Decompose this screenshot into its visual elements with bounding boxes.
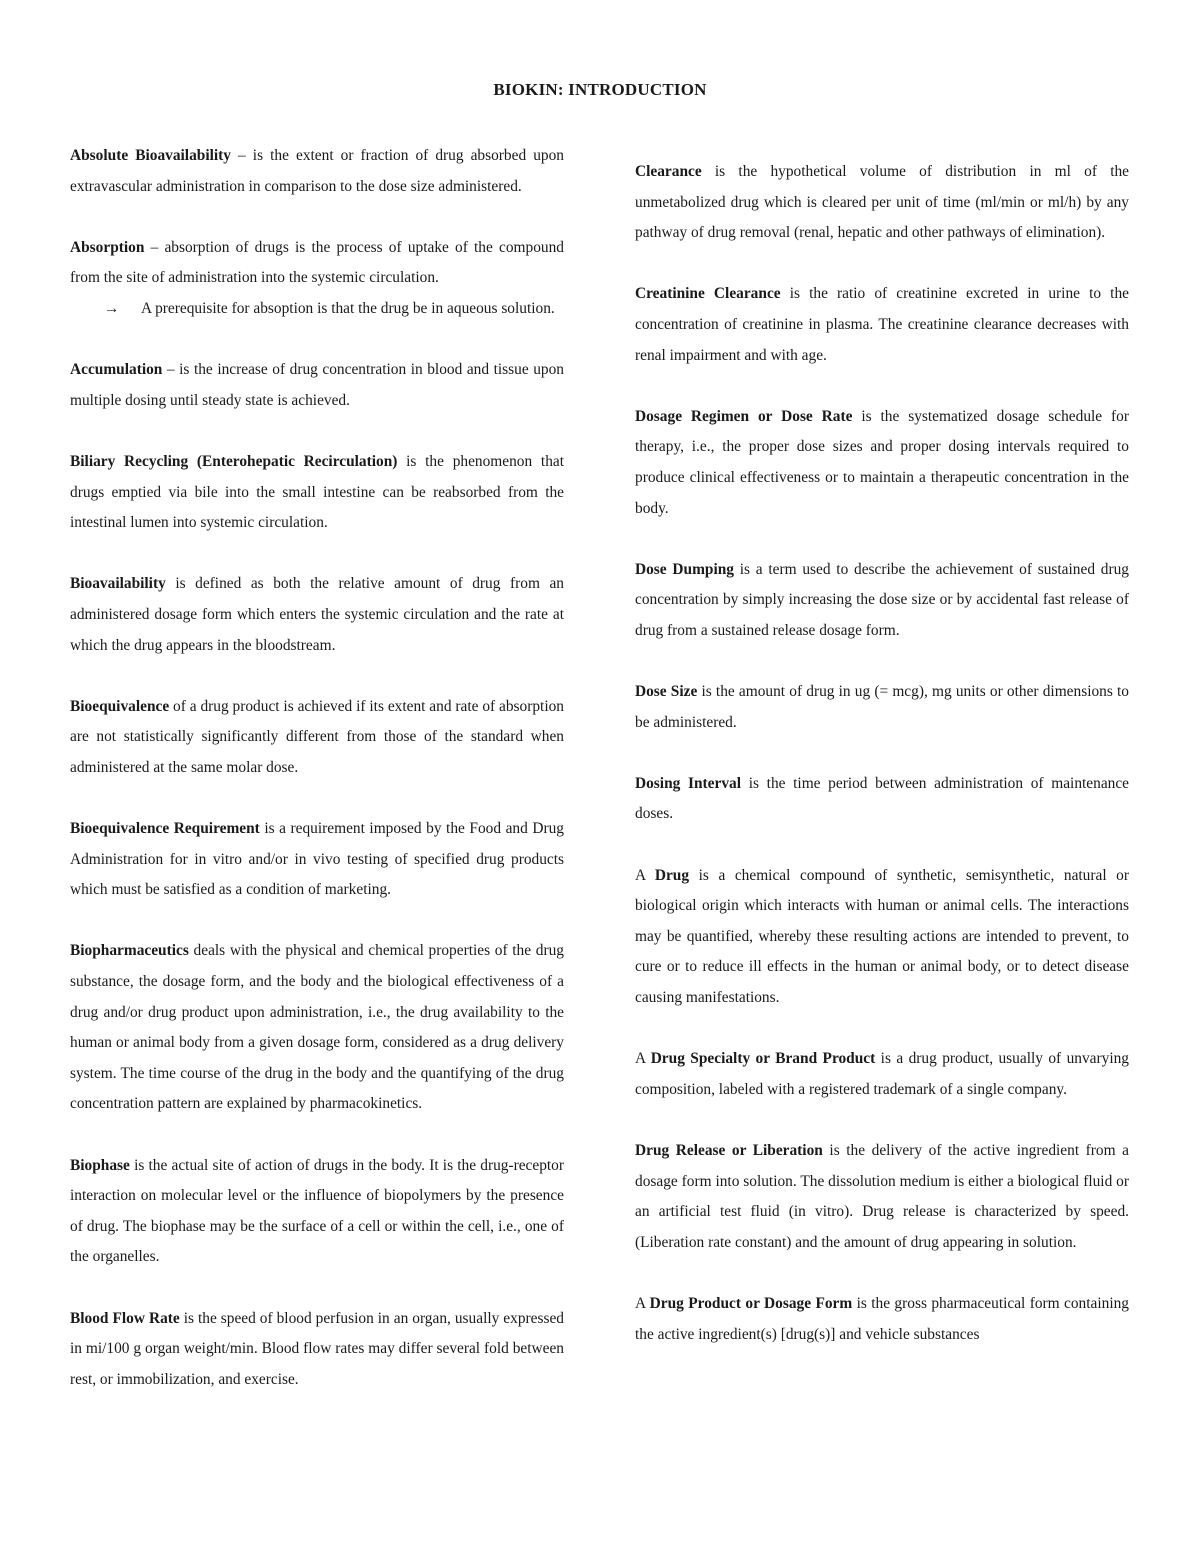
- definition-bioequivalence-requirement: [70, 814, 564, 906]
- arrow-right-icon: →: [104, 299, 120, 317]
- definition-text: is the speed of blood perfusion in an organ, usually expressed in mi/100 g organ weight/min. Blood flow rates may differ several fold between rest, or immobilization, and exercise.: [70, 1309, 564, 1388]
- definition-text: deals with the physical and chemical properties of the drug substance, the dosage form, and the body and the biological effectiveness of a drug and/or drug product upon administration, i.e., the drug availability to the human or animal body from a given dosage form, considered as a drug delivery system. The time course of the drug in the body and the quantifying of the drug concentration pattern are explained by pharmacokinetics.: [70, 942, 564, 1113]
- definition-text: is the actual site of action of drugs in the body. It is the drug-receptor interaction on molecular level or the influence of biopolymers by the presence of drug. The biophase may be the surface of a cell or within the cell, i.e., one of the organelles.: [70, 1156, 564, 1266]
- definition-text: of a drug product is achieved if its extent and rate of absorption are not statistically significantly different from those of the standard when administered at the same molar dose.: [70, 697, 564, 776]
- definition-accumulation: [70, 355, 564, 416]
- term: Dosing Interval: [635, 774, 742, 792]
- definition-text: is a chemical compound of synthetic, semisynthetic, natural or biological origin which interacts with human or animal cells. The interactions may be quantified, whereby these resulting actions are intended to prevent, to cure or to reduce ill effects in the human or animal body, or to detect disease causing manifestations.: [635, 866, 1129, 1007]
- definition-text: is the ratio of creatinine excreted in urine to the concentration of creatinine in plasma. The creatinine clearance decreases with renal impairment and with age.: [635, 285, 1129, 364]
- definition-text: is the systematized dosage schedule for therapy, i.e., the proper dose sizes and proper dosing intervals required to produce clinical effectiveness or to maintain a therapeutic concentration in the body.: [635, 407, 1129, 517]
- term: Dosage Regimen or Dose Rate: [635, 407, 853, 425]
- term: Drug Release or Liberation: [635, 1142, 823, 1159]
- definition-dosage-regimen: [635, 402, 1129, 524]
- definition-bioavailability: [70, 569, 564, 661]
- term: Biliary Recycling (Enterohepatic Recirculation): [70, 452, 398, 470]
- term: Drug Product or Dosage Form: [649, 1294, 853, 1312]
- definition-dose-size: [635, 677, 1129, 738]
- definition-text: – is the increase of drug concentration in blood and tissue upon multiple dosing until steady state is achieved.: [70, 361, 564, 409]
- term: Bioequivalence: [70, 697, 170, 715]
- term: Creatinine Clearance: [635, 285, 781, 303]
- definition-bioequivalence: [70, 692, 564, 784]
- term: Drug: [654, 866, 690, 884]
- definition-text: is the amount of drug in ug (= mcg), mg units or other dimensions to be administered.: [635, 683, 1129, 731]
- definition-biopharmaceutics: [70, 936, 564, 1120]
- definition-text: is defined as both the relative amount of drug from an administered dosage form which enters the systemic circulation and the rate at which the drug appears in the bloodstream.: [70, 575, 564, 654]
- definition-absolute-bioavailability: [70, 141, 564, 202]
- definition-text: is the delivery of the active ingredient from a dosage form into solution. The dissolution medium is either a biological fluid or an artificial test fluid (in vitro). Drug release is characterized by speed. (Liberation rate constant) and the amount of drug appearing in solution.: [635, 1142, 1129, 1251]
- definition-biophase: [70, 1151, 564, 1273]
- left-column: [70, 141, 564, 1426]
- term: Biophase: [70, 1156, 130, 1174]
- definition-blood-flow-rate: [70, 1304, 564, 1396]
- definition-text: is the time period between administration of maintenance doses.: [635, 774, 1130, 823]
- definition-biliary-recycling: [70, 447, 564, 539]
- definition-dosing-interval: [635, 769, 1129, 830]
- definition-creatinine-clearance: [635, 279, 1129, 371]
- definition-drug-release: [635, 1136, 1129, 1258]
- right-column: [635, 157, 1129, 1381]
- definition-text: is the gross pharmaceutical form containing the active ingredient(s) [drug(s)] and vehicle substances: [635, 1294, 1129, 1343]
- term: Absorption: [70, 238, 145, 256]
- page-title: BIOKIN: INTRODUCTION: [493, 80, 707, 99]
- definition-text: is a term used to describe the achievement of sustained drug concentration by simply increasing the dose size or by accidental fast release of drug from a sustained release dosage form.: [635, 560, 1129, 639]
- definition-drug: A Drug is a chemical compound of synthetic, semisynthetic, natural or biological origin which interacts with human or animal cells. The interactions may be quantified, whereby these resulting actions are intended to prevent, to cure or to reduce ill effects in the human or animal body, or to detect disease causing manifestations.: [635, 866, 1129, 1007]
- term: Bioequivalence Requirement: [70, 820, 260, 838]
- term: Blood Flow Rate: [70, 1309, 180, 1327]
- term: Clearance: [635, 163, 702, 180]
- bullet-text: A prerequisite for absoption is that the drug be in aqueous solution.: [141, 299, 555, 317]
- term: Bioavailability: [70, 575, 166, 593]
- term: Dose Size: [635, 683, 698, 701]
- definition-clearance: [635, 157, 1129, 249]
- definition-text: is a requirement imposed by the Food and Drug Administration for in vitro and/or in vivo testing of specified drug products which must be satisfied as a condition of marketing.: [70, 820, 564, 899]
- definition-dose-dumping: [635, 555, 1129, 647]
- term: Biopharmaceutics: [70, 942, 189, 960]
- definition-absorption: [70, 233, 564, 325]
- definition-text: is the hypothetical volume of distribution in ml of the unmetabolized drug which is cleared per unit of time (ml/min or ml/h) by any pathway of drug removal (renal, hepatic and other pathways of elimination).: [635, 163, 1129, 242]
- term: Drug Specialty or Brand Product: [650, 1050, 876, 1068]
- bullet-item: [104, 294, 564, 325]
- definition-text: – absorption of drugs is the process of uptake of the compound from the site of administration into the systemic circulation.: [70, 238, 564, 287]
- definition-text: – is the extent or fraction of drug absorbed upon extravascular administration in comparison to the dose size administered.: [70, 147, 564, 195]
- term: Accumulation: [70, 361, 163, 379]
- definition-text: is a drug product, usually of unvarying composition, labeled with a registered trademark of a single company.: [635, 1050, 1129, 1098]
- definition-drug-product: A Drug Product or Dosage Form is the gross pharmaceutical form containing the active ingredient(s) [drug(s)] and vehicle substances: [635, 1294, 1129, 1343]
- term: Dose Dumping: [635, 560, 734, 578]
- definition-drug-specialty: A Drug Specialty or Brand Product is a drug product, usually of unvarying composition, labeled with a registered trademark of a single company.: [635, 1050, 1129, 1098]
- term: Absolute Bioavailability: [70, 147, 231, 164]
- definition-text: is the phenomenon that drugs emptied via bile into the small intestine can be reabsorbed from the intestinal lumen into systemic circulation.: [70, 452, 565, 532]
